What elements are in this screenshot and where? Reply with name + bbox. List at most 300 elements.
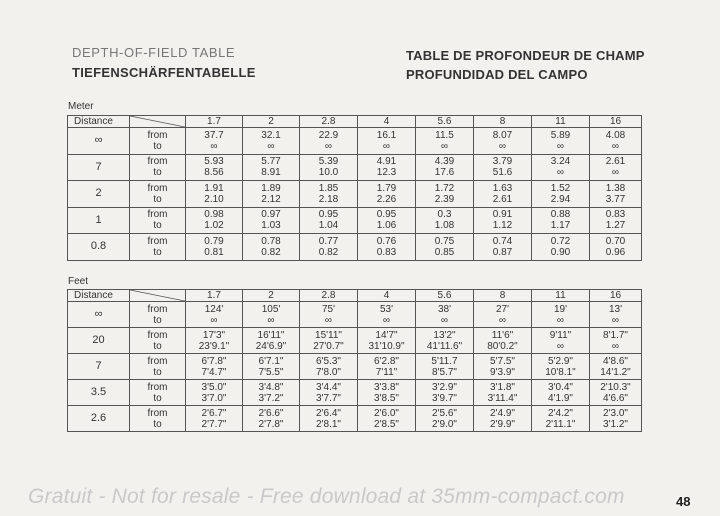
dof-cell	[474, 328, 532, 354]
far-limit: ∞	[611, 140, 620, 152]
from-label: from	[147, 209, 168, 221]
aperture-header: 8	[474, 290, 532, 302]
watermark-text: Gratuit - Not for resale - Free download at 35mm-compact.com	[28, 485, 625, 508]
dof-cell	[186, 302, 243, 328]
near-limit: 3'3.8"	[374, 381, 399, 393]
table-row	[68, 328, 642, 354]
dof-cell	[243, 207, 300, 234]
far-limit: 3'7.7"	[316, 392, 341, 404]
distance-value: ∞	[68, 302, 130, 328]
near-limit: 13'	[608, 303, 623, 315]
far-limit: ∞	[556, 167, 565, 179]
distance-value: 2	[68, 181, 130, 208]
dof-cell	[474, 154, 532, 181]
near-limit: 0.76	[376, 235, 397, 247]
dof-cell	[416, 234, 474, 261]
from-to-label	[130, 302, 186, 328]
from-to-label	[130, 181, 186, 208]
far-limit: ∞	[267, 140, 275, 152]
far-limit: 14'1.2"	[600, 366, 631, 378]
to-label: to	[153, 314, 162, 326]
near-limit: 0.78	[261, 235, 281, 247]
distance-header: Distance	[68, 290, 130, 302]
far-limit: 2.61	[492, 193, 513, 205]
dof-cell	[300, 354, 358, 380]
near-limit: 1.72	[434, 182, 455, 194]
to-label: to	[153, 167, 162, 179]
dof-cell	[186, 181, 243, 208]
near-limit: 5.93	[204, 156, 224, 168]
far-limit: 31'10.9"	[368, 340, 405, 352]
distance-value: 0.8	[68, 234, 130, 261]
near-limit: 1.89	[261, 182, 281, 194]
aperture-header: 5.6	[416, 290, 474, 302]
near-limit: 3'5.0"	[201, 381, 227, 393]
near-limit: 32.1	[261, 129, 281, 141]
far-limit: 51.6	[492, 167, 513, 179]
table-row	[68, 354, 642, 380]
far-limit: 10'8.1"	[545, 366, 576, 378]
aperture-header: 1.7	[186, 290, 243, 302]
dof-cell	[474, 406, 532, 432]
near-limit: 3'4.8"	[258, 381, 284, 393]
near-limit: 2'6.6"	[258, 407, 284, 419]
far-limit: 2.26	[376, 193, 397, 205]
dof-cell	[358, 354, 416, 380]
near-limit: 75'	[321, 303, 336, 315]
near-limit: 4.91	[376, 156, 397, 168]
near-limit: 5.77	[261, 156, 281, 168]
from-to-label	[130, 234, 186, 261]
aperture-header: 8	[474, 116, 532, 128]
aperture-header: 1.7	[186, 116, 243, 128]
dof-cell	[416, 328, 474, 354]
from-to-label	[130, 406, 186, 432]
from-label: from	[147, 329, 168, 341]
diagonal-header-cell	[130, 116, 186, 128]
far-limit: 0.87	[492, 246, 513, 258]
dof-cell	[532, 354, 590, 380]
near-limit: 0.70	[605, 235, 626, 247]
far-limit: 2'7.7"	[201, 418, 227, 430]
distance-value: 3.5	[68, 380, 130, 406]
far-limit: 1.04	[318, 220, 339, 232]
distance-value: 7	[68, 154, 130, 181]
near-limit: 1.38	[605, 182, 626, 194]
from-label: from	[147, 235, 168, 247]
table-row	[68, 128, 642, 155]
table-row	[68, 181, 642, 208]
feet-unit-label: Feet	[68, 276, 89, 287]
near-limit: 124'	[204, 303, 224, 315]
from-to-label	[130, 380, 186, 406]
aperture-header: 16	[590, 116, 642, 128]
dof-cell	[590, 380, 642, 406]
dof-cell	[300, 380, 358, 406]
near-limit: 27'	[495, 303, 510, 315]
title-french: TABLE DE PROFONDEUR DE CHAMP	[406, 48, 645, 63]
dof-cell	[243, 154, 300, 181]
far-limit: ∞	[440, 314, 449, 326]
dof-cell	[416, 207, 474, 234]
to-label: to	[153, 246, 162, 258]
aperture-header: 5.6	[416, 116, 474, 128]
far-limit: ∞	[324, 314, 333, 326]
near-limit: 8'1.7"	[603, 329, 628, 341]
dof-cell	[590, 207, 642, 234]
dof-cell	[358, 406, 416, 432]
far-limit: 7'8.0"	[316, 366, 341, 378]
near-limit: 6'5.3"	[316, 355, 341, 367]
dof-cell	[590, 181, 642, 208]
dof-cell	[590, 354, 642, 380]
dof-cell	[243, 234, 300, 261]
to-label: to	[153, 392, 162, 404]
far-limit: 24'6.9"	[255, 340, 287, 352]
far-limit: 1.27	[605, 220, 626, 232]
near-limit: 5'2.9"	[548, 355, 573, 367]
near-limit: 2'5.6"	[432, 407, 457, 419]
dof-cell	[532, 154, 590, 181]
dof-cell	[243, 380, 300, 406]
far-limit: 1.12	[492, 220, 513, 232]
from-to-label	[130, 154, 186, 181]
table-row	[68, 406, 642, 432]
feet-dof-table	[67, 289, 642, 432]
dof-cell	[474, 302, 532, 328]
far-limit: 41'11.6"	[426, 340, 463, 352]
far-limit: 8.91	[261, 167, 281, 179]
far-limit: 8'5.7"	[432, 366, 457, 378]
diagonal-header-cell	[130, 290, 186, 302]
to-label: to	[153, 366, 162, 378]
dof-cell	[358, 380, 416, 406]
near-limit: 0.72	[550, 235, 571, 247]
to-label: to	[153, 140, 162, 152]
near-limit: 4'8.6"	[603, 355, 628, 367]
dof-cell	[590, 302, 642, 328]
far-limit: 3'1.2"	[603, 418, 628, 430]
dof-cell	[474, 128, 532, 155]
near-limit: 1.52	[550, 182, 571, 194]
near-limit: 105'	[261, 303, 281, 315]
table-row	[68, 207, 642, 234]
table-header-row	[68, 116, 642, 128]
table-row	[68, 302, 642, 328]
near-limit: 5.89	[550, 129, 571, 141]
far-limit: 2.94	[550, 193, 571, 205]
near-limit: 22.9	[318, 129, 339, 141]
distance-value: 2.6	[68, 406, 130, 432]
dof-cell	[532, 406, 590, 432]
dof-cell	[532, 328, 590, 354]
aperture-header: 4	[358, 290, 416, 302]
near-limit: 9'11"	[549, 329, 572, 341]
aperture-header: 16	[590, 290, 642, 302]
dof-cell	[358, 328, 416, 354]
near-limit: 2'3.0"	[603, 407, 628, 419]
dof-cell	[300, 207, 358, 234]
dof-cell	[532, 207, 590, 234]
near-limit: 6'7.1"	[258, 355, 284, 367]
near-limit: 0.77	[318, 235, 339, 247]
from-label: from	[147, 303, 168, 315]
near-limit: 16'11"	[257, 329, 285, 341]
far-limit: 2.12	[261, 193, 281, 205]
dof-cell	[590, 128, 642, 155]
from-label: from	[147, 182, 168, 194]
dof-cell	[186, 207, 243, 234]
dof-cell	[416, 406, 474, 432]
dof-cell	[358, 234, 416, 261]
far-limit: 0.96	[605, 246, 626, 258]
near-limit: 0.98	[204, 209, 224, 221]
far-limit: 10.0	[318, 167, 339, 179]
near-limit: 1.91	[204, 182, 224, 194]
far-limit: 0.83	[376, 246, 397, 258]
distance-header: Distance	[68, 116, 130, 128]
dof-cell	[300, 328, 358, 354]
near-limit: 2'4.9"	[490, 407, 515, 419]
dof-cell	[300, 302, 358, 328]
near-limit: 2'10.3"	[600, 381, 631, 393]
dof-cell	[416, 380, 474, 406]
far-limit: 4'1.9"	[548, 392, 573, 404]
near-limit: 11.5	[435, 129, 454, 141]
from-to-label	[130, 207, 186, 234]
from-label: from	[147, 407, 168, 419]
far-limit: ∞	[556, 140, 565, 152]
table-row	[68, 234, 642, 261]
dof-cell	[243, 181, 300, 208]
far-limit: ∞	[382, 140, 391, 152]
distance-value: 20	[68, 328, 130, 354]
far-limit: 12.3	[376, 167, 397, 179]
far-limit: ∞	[382, 314, 391, 326]
dof-cell	[243, 406, 300, 432]
distance-value: 7	[68, 354, 130, 380]
aperture-header: 4	[358, 116, 416, 128]
dof-cell	[186, 328, 243, 354]
near-limit: 11'6"	[491, 329, 514, 341]
near-limit: 38'	[437, 303, 452, 315]
near-limit: 17'3"	[202, 329, 226, 341]
far-limit: 23'9.1"	[198, 340, 230, 352]
near-limit: 2'4.2"	[548, 407, 573, 419]
title-german: TIEFENSCHÄRFENTABELLE	[72, 65, 256, 80]
near-limit: 2'6.4"	[316, 407, 341, 419]
from-label: from	[147, 355, 168, 367]
far-limit: ∞	[611, 340, 620, 352]
far-limit: 17.6	[434, 167, 455, 179]
near-limit: 5'11.7	[431, 355, 458, 367]
far-limit: 0.85	[434, 246, 455, 258]
to-label: to	[153, 418, 162, 430]
dof-cell	[358, 302, 416, 328]
dof-cell	[532, 181, 590, 208]
near-limit: 0.97	[261, 209, 281, 221]
page-titles	[72, 45, 672, 89]
far-limit: 0.82	[261, 246, 281, 258]
dof-cell	[243, 302, 300, 328]
aperture-header: 2	[243, 116, 300, 128]
near-limit: 14'7"	[375, 329, 398, 341]
far-limit: ∞	[324, 140, 333, 152]
dof-cell	[590, 154, 642, 181]
dof-cell	[474, 380, 532, 406]
dof-cell	[416, 354, 474, 380]
near-limit: 2.61	[605, 156, 626, 168]
far-limit: 7'4.7"	[201, 366, 227, 378]
far-limit: 2.10	[204, 193, 224, 205]
dof-cell	[532, 234, 590, 261]
near-limit: 3'4.4"	[316, 381, 341, 393]
near-limit: 1.85	[318, 182, 339, 194]
dof-cell	[186, 406, 243, 432]
near-limit: 2'6.7"	[201, 407, 227, 419]
far-limit: 27'0.7"	[313, 340, 344, 352]
aperture-header: 2.8	[300, 290, 358, 302]
from-to-label	[130, 354, 186, 380]
table-row	[68, 154, 642, 181]
from-label: from	[147, 381, 168, 393]
dof-cell	[243, 354, 300, 380]
near-limit: 0.79	[204, 235, 224, 247]
far-limit: ∞	[556, 314, 565, 326]
dof-cell	[416, 154, 474, 181]
far-limit: ∞	[210, 314, 218, 326]
far-limit: 8.56	[204, 167, 224, 179]
aperture-header: 2	[243, 290, 300, 302]
near-limit: 0.3	[437, 209, 452, 221]
near-limit: 1.79	[376, 182, 397, 194]
far-limit: 2'9.0"	[432, 418, 457, 430]
far-limit: 3'7.0"	[201, 392, 227, 404]
dof-cell	[300, 128, 358, 155]
to-label: to	[153, 220, 162, 232]
near-limit: 0.74	[492, 235, 513, 247]
far-limit: 80'0.2"	[487, 340, 518, 352]
far-limit: 3'9.7"	[432, 392, 457, 404]
far-limit: 9'3.9"	[490, 366, 515, 378]
near-limit: 3.24	[550, 156, 571, 168]
far-limit: ∞	[498, 314, 507, 326]
near-limit: 0.75	[434, 235, 455, 247]
far-limit: 0.82	[318, 246, 339, 258]
near-limit: 6'2.8"	[374, 355, 399, 367]
far-limit: 1.06	[376, 220, 397, 232]
near-limit: 3'0.4"	[548, 381, 573, 393]
near-limit: 0.95	[376, 209, 397, 221]
table-header-row	[68, 290, 642, 302]
far-limit: 1.03	[261, 220, 281, 232]
far-limit: 0.90	[550, 246, 571, 258]
near-limit: 0.95	[318, 209, 339, 221]
meter-dof-table	[67, 115, 642, 261]
distance-value: ∞	[68, 128, 130, 155]
dof-cell	[186, 354, 243, 380]
far-limit: 2'9.9"	[490, 418, 515, 430]
far-limit: ∞	[498, 140, 507, 152]
dof-cell	[474, 207, 532, 234]
near-limit: 16.1	[376, 129, 397, 141]
far-limit: ∞	[210, 140, 218, 152]
dof-cell	[474, 181, 532, 208]
far-limit: 2.18	[318, 193, 339, 205]
dof-cell	[186, 154, 243, 181]
near-limit: 0.88	[550, 209, 571, 221]
dof-cell	[300, 181, 358, 208]
near-limit: 4.39	[434, 156, 455, 168]
aperture-header: 2.8	[300, 116, 358, 128]
dof-cell	[474, 354, 532, 380]
near-limit: 13'2"	[433, 329, 456, 341]
far-limit: 4'6.6"	[603, 392, 628, 404]
near-limit: 37.7	[204, 129, 224, 141]
meter-unit-label: Meter	[68, 101, 94, 112]
near-limit: 5.39	[318, 156, 339, 168]
title-english: DEPTH-OF-FIELD TABLE	[72, 45, 236, 60]
title-spanish: PROFUNDIDAD DEL CAMPO	[406, 67, 588, 82]
dof-cell	[186, 128, 243, 155]
near-limit: 53'	[379, 303, 394, 315]
from-to-label	[130, 328, 186, 354]
near-limit: 15'11"	[315, 329, 342, 341]
far-limit: 2'8.1"	[316, 418, 341, 430]
near-limit: 3.79	[492, 156, 513, 168]
dof-cell	[590, 406, 642, 432]
dof-cell	[186, 234, 243, 261]
aperture-header: 11	[532, 290, 590, 302]
near-limit: 1.63	[492, 182, 513, 194]
far-limit: 3'8.5"	[374, 392, 399, 404]
page-number: 48	[676, 494, 691, 509]
dof-cell	[358, 207, 416, 234]
dof-cell	[358, 154, 416, 181]
far-limit: 1.17	[550, 220, 571, 232]
far-limit: ∞	[556, 340, 565, 352]
distance-value: 1	[68, 207, 130, 234]
dof-cell	[416, 181, 474, 208]
near-limit: 3'1.8"	[490, 381, 515, 393]
dof-cell	[532, 128, 590, 155]
dof-cell	[416, 302, 474, 328]
dof-cell	[186, 380, 243, 406]
near-limit: 5'7.5"	[490, 355, 515, 367]
dof-cell	[532, 302, 590, 328]
near-limit: 0.83	[605, 209, 626, 221]
dof-cell	[243, 328, 300, 354]
far-limit: 2'8.5"	[374, 418, 399, 430]
dof-cell	[416, 128, 474, 155]
far-limit: 3.77	[605, 193, 626, 205]
dof-cell	[590, 234, 642, 261]
dof-cell	[300, 406, 358, 432]
far-limit: ∞	[267, 314, 275, 326]
near-limit: 19'	[553, 303, 568, 315]
far-limit: 1.02	[204, 220, 224, 232]
dof-cell	[358, 128, 416, 155]
far-limit: ∞	[440, 140, 449, 152]
dof-cell	[358, 181, 416, 208]
dof-cell	[243, 128, 300, 155]
dof-cell	[300, 154, 358, 181]
far-limit: 2.39	[434, 193, 455, 205]
far-limit: 7'5.5"	[258, 366, 284, 378]
near-limit: 0.91	[492, 209, 513, 221]
far-limit: 1.08	[434, 220, 455, 232]
table-row	[68, 380, 642, 406]
